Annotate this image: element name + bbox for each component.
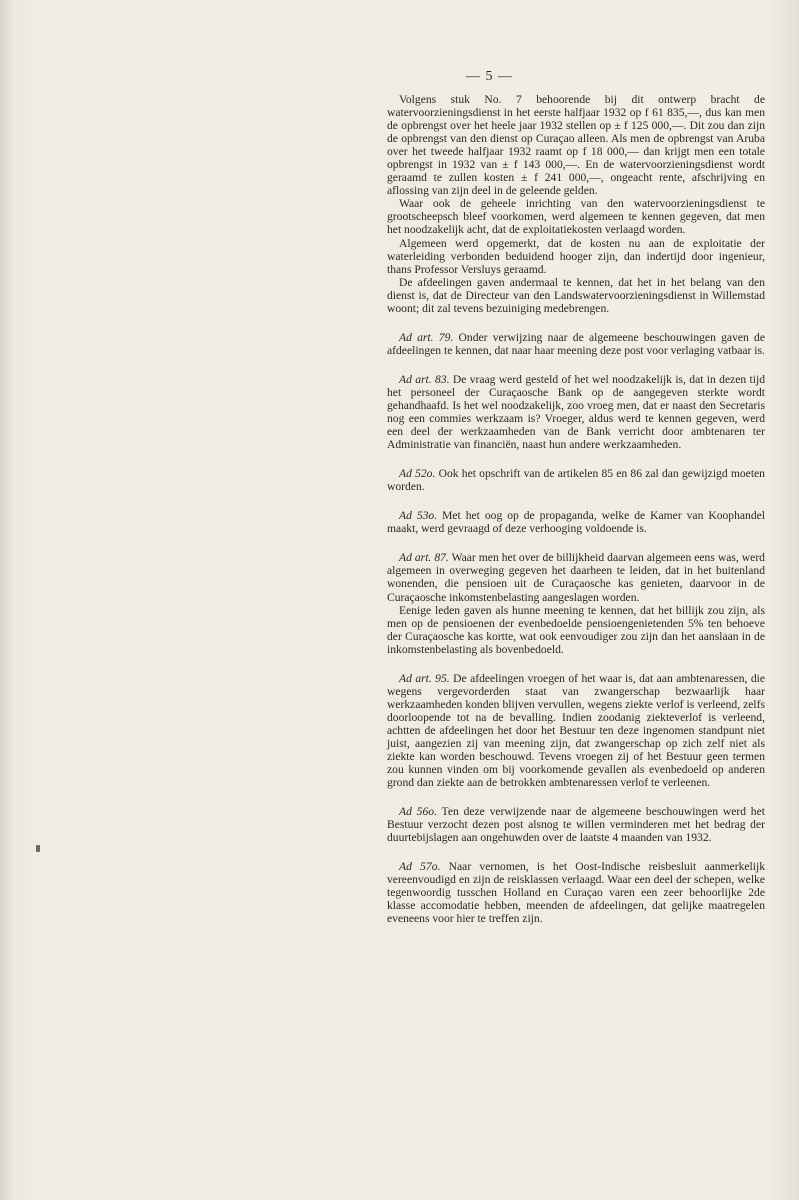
paragraph-text: Ook het opschrift van de artikelen 85 en 86 zal dan gewijzigd moeten worden. bbox=[387, 467, 765, 494]
paragraph bbox=[387, 604, 765, 656]
paragraph-text: Volgens stuk No. 7 behoorende bij dit ontwerp bracht de watervoorzieningsdienst in het eerste halfjaar 1932 op f 61 835,—, dus kan men de opbrengst over het heele jaar 1932 stellen op ± f 125 000,—. Dit zou dan zijn de opbrengst van den dienst op Curaçao alleen. Als men de opbrengst van Aruba over het tweede halfjaar 1932 raamt op f 18 000,— dan krijgt men een totale opbrengst in 1932 van ± f 143 000,—. En de watervoorzieningsdienst wordt geraamd te zullen kosten ± f 241 000,—, ongeacht rente, afschrijving en aflossing van zijn deel in de geleende gelden. bbox=[387, 93, 765, 198]
paragraph-text: De afdeelingen vroegen of het waar is, dat aan ambtenaressen, die wegens vergevorderden staat van zwangerschap bezwaarlijk haar werkzaamheden konden blijven vervullen, wegens ziekte verlof is verleend, zelfs doorloopende tot na de bevalling. Indien zoodanig ziekteverlof is verleend, achtten de afdeelingen het door het Bestuur ten deze ingenomen standpunt niet juist, aangezien zij van meening zijn, dat zwangerschap op zich zelf niet als ziekte kan worden beschouwd. Tevens vroegen zij of het Bestuur geen termen zou kunnen vinden om bij voorkomende gevallen als evenbedoeld op anderen grond dan ziekte aan de betrokken ambtenaressen verlof te verleenen. bbox=[387, 671, 765, 790]
article-reference: Ad 53o. bbox=[399, 509, 438, 523]
article-reference: Ad art. 87. bbox=[399, 551, 449, 565]
paragraph bbox=[387, 509, 765, 535]
paragraph bbox=[387, 860, 765, 925]
paragraph-text: Onder verwijzing naar de algemeene beschouwingen gaven de afdeelingen te kennen, dat naar haar meening deze post voor verlaging vatbaar is. bbox=[387, 330, 765, 357]
paragraph-text: Algemeen werd opgemerkt, dat de kosten nu aan de exploitatie der waterleiding verbonden beduidend hooger zijn, dan indertijd door ingenieur, thans Professor Versluys geraamd. bbox=[387, 236, 765, 276]
article-reference: Ad 56o. bbox=[399, 805, 437, 819]
article-reference: Ad art. 79. bbox=[399, 330, 454, 344]
paragraph bbox=[387, 331, 765, 357]
paragraph bbox=[387, 672, 765, 789]
paragraph bbox=[387, 551, 765, 603]
article-reference: Ad 57o. bbox=[399, 860, 441, 874]
paragraph-text: Met het oog op de propaganda, welke de Kamer van Koophandel maakt, werd gevraagd of deze verhooging voldoende is. bbox=[387, 509, 766, 536]
scan-mark bbox=[36, 845, 40, 852]
paragraph bbox=[387, 276, 765, 315]
paragraph-text: Naar vernomen, is het Oost-Indische reisbesluit aanmerkelijk vereenvoudigd en zijn de reisklassen verlaagd. Waar een deel der schepen, welke tegenwoordig tusschen Holland en Curaçao varen een zeer behoorlijke 2de klasse accomodatie hebben, meenden de afdeelingen, dat gelijke maatregelen eveneens voor hier te treffen zijn. bbox=[387, 860, 765, 926]
paragraph bbox=[387, 373, 765, 451]
page-number: — 5 — bbox=[466, 69, 513, 84]
article-reference: Ad 52o. bbox=[399, 467, 436, 481]
article-reference: Ad art. 95. bbox=[399, 671, 450, 685]
paragraph bbox=[387, 93, 765, 197]
article-reference: Ad art. 83. bbox=[399, 372, 450, 386]
paragraph-text: Ten deze verwijzende naar de algemeene beschouwingen werd het Bestuur verzocht dezen post alsnog te willen verminderen met het bedrag der duurtebijslagen aan ongehuwden over de laatste 4 maanden van 1932. bbox=[387, 805, 765, 845]
paragraph-text: De afdeelingen gaven andermaal te kennen, dat het in het belang van den dienst is, dat de Directeur van den Landswatervoorzieningsdienst in Willemstad woont; dit zal tevens bezuiniging medebrengen. bbox=[387, 275, 765, 315]
paragraph bbox=[387, 805, 765, 844]
paragraph-text: De vraag werd gesteld of het wel noodzakelijk is, dat in dezen tijd het personeel der Curaçaosche Bank op de aangegeven sterkte wordt gehandhaafd. Is het wel noodzakelijk, zoo vroeg men, dat er naast den Secretaris nog een commies werkzaam is? Vroeger, aldus werd te kennen gegeven, werd een deel der werkzaamheden van de Bank verricht door ambtenaren ter Administratie van financiën, naast hun andere werkzaamheden. bbox=[387, 372, 765, 452]
body-text bbox=[387, 93, 765, 926]
paragraph-text: Waar men het over de billijkheid daarvan algemeen eens was, werd algemeen in overweging gegeven het daarheen te leiden, dat in het buitenland wonenden, die pensioen uit de Curaçaosche kas genieten, daarvoor in de Curaçaosche inkomstenbelasting aangeslagen worden. bbox=[387, 551, 765, 604]
paragraph-text: Eenige leden gaven als hunne meening te kennen, dat het billijk zou zijn, als men op de pensioenen der evenbedoelde pensioengenietenden 5% ten behoeve der Curaçaosche kas kortte, wat ook eenvoudiger zou zijn dan het aanslaan in de inkomstenbelasting als bovenbedoeld. bbox=[387, 603, 765, 656]
paragraph bbox=[387, 467, 765, 493]
paragraph bbox=[387, 197, 765, 236]
paragraph bbox=[387, 237, 765, 276]
paragraph-text: Waar ook de geheele inrichting van den watervoorzieningsdienst te grootscheepsch bleef voorkomen, werd algemeen te kennen gegeven, dat men het noodzakelijk acht, dat de exploitatiekosten verlaagd worden. bbox=[387, 197, 765, 237]
